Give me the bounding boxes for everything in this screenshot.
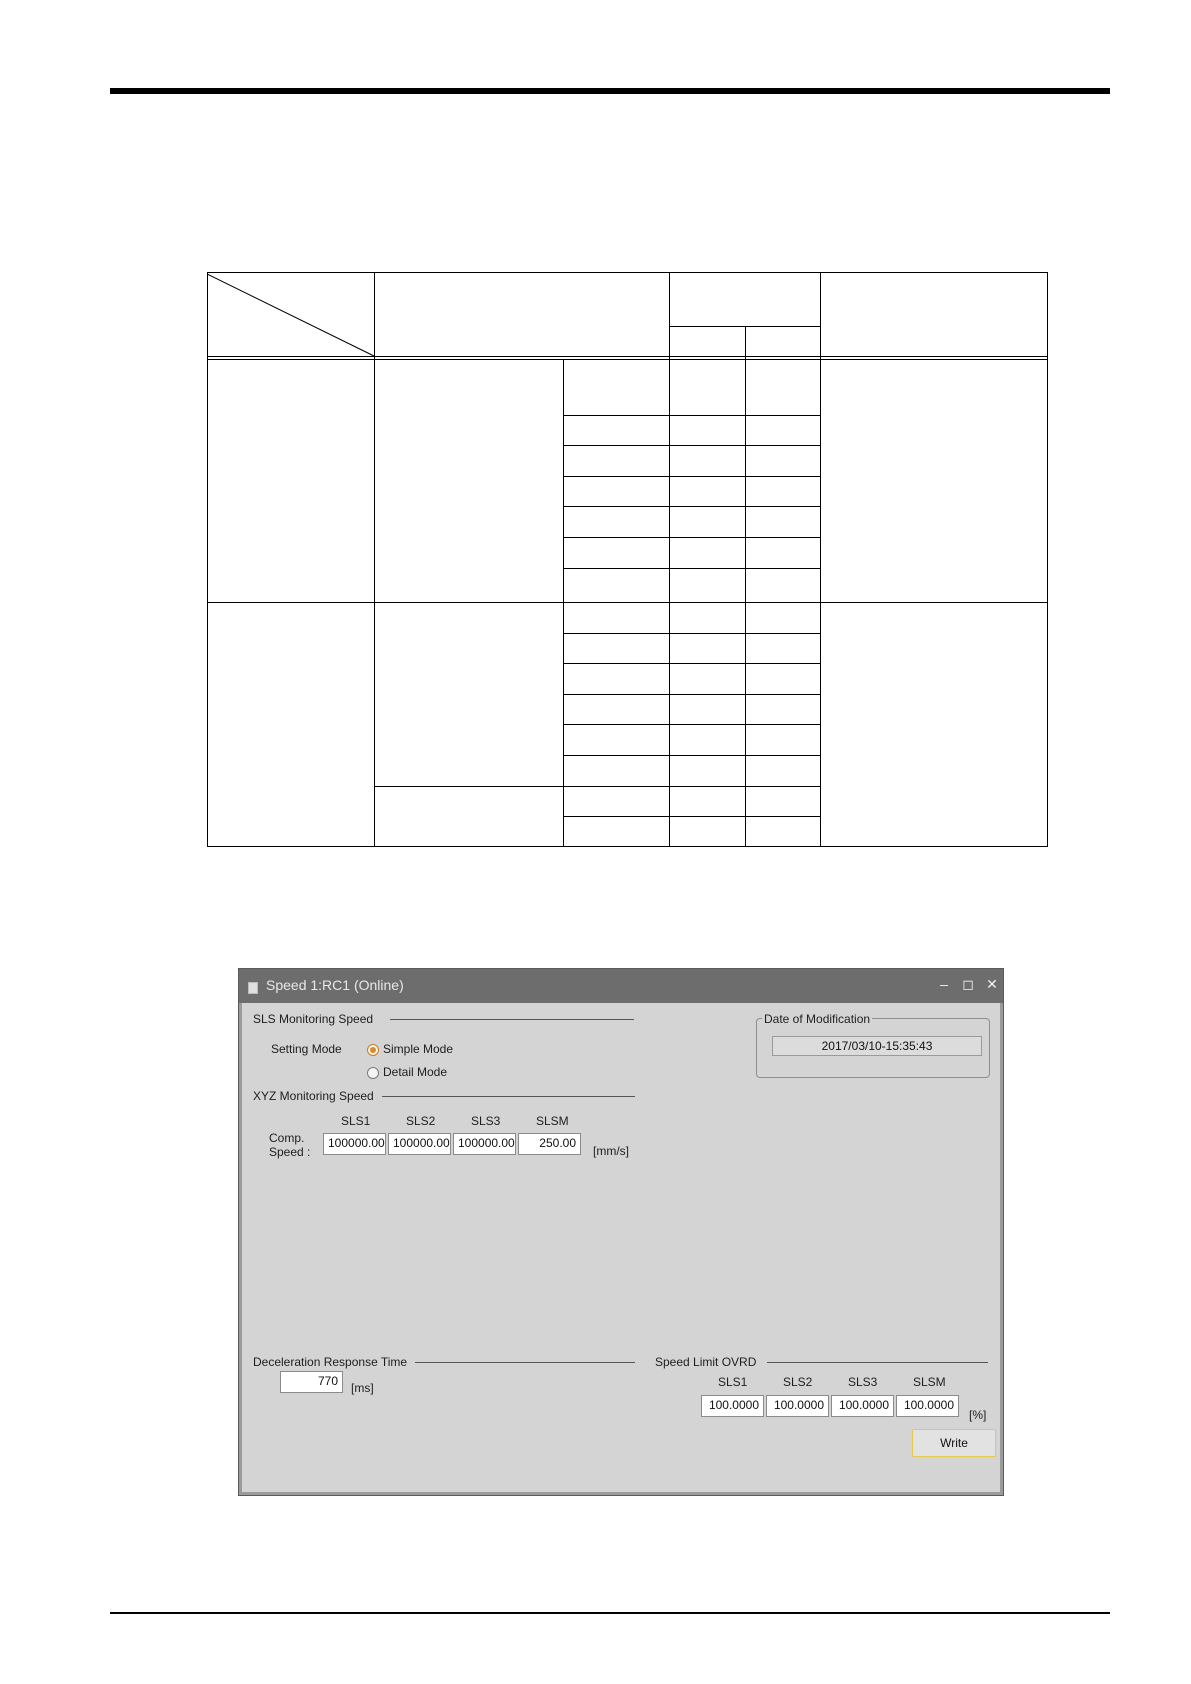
ovrd-col-header: SLS3 [848,1375,878,1389]
table-col-line [669,272,670,847]
ovrd-section-title: Speed Limit OVRD [655,1355,757,1369]
write-button[interactable]: Write [912,1429,996,1457]
xyz-sls1-field[interactable]: 100000.00 [323,1133,386,1155]
table-col-line [745,326,746,847]
decel-unit-label: [ms] [351,1381,374,1395]
xyz-sls3-field[interactable]: 100000.00 [453,1133,516,1155]
detail-mode-label[interactable]: Detail Mode [383,1065,448,1079]
section-divider [390,1019,634,1020]
xyz-col-header: SLS1 [341,1114,371,1128]
ovrd-col-header: SLS2 [783,1375,813,1389]
setting-mode-label: Setting Mode [271,1042,342,1056]
section-divider [767,1362,988,1363]
window-content [243,1004,999,1491]
table-row-line [563,663,820,664]
table-row-line [563,537,820,538]
table-row-line [563,506,820,507]
xyz-section-title: XYZ Monitoring Speed [253,1089,374,1103]
table-row-line [563,445,820,446]
table-row-line [374,786,820,787]
table-border [207,846,1048,847]
table-col-line [374,272,375,847]
xyz-col-header: SLS3 [471,1114,501,1128]
footer-rule [110,1612,1110,1614]
table-header-rule [207,359,1048,360]
specification-table [207,272,1048,847]
minimize-icon[interactable]: – [940,976,948,992]
comp-speed-label: Speed : [269,1145,311,1159]
maximize-icon[interactable]: ◻ [962,976,974,992]
speed-settings-window [238,968,1004,1496]
xyz-col-header: SLSM [536,1114,569,1128]
window-title: Speed 1:RC1 (Online) [266,977,404,993]
modification-date-field: 2017/03/10-15:35:43 [772,1036,982,1056]
detail-mode-radio[interactable] [367,1067,379,1079]
simple-mode-label[interactable]: Simple Mode [383,1042,454,1056]
ovrd-col-header: SLS1 [718,1375,748,1389]
comp-speed-label: Comp. [269,1131,305,1145]
section-divider [415,1362,635,1363]
table-row-line [669,326,820,327]
modification-title: Date of Modification [764,1012,871,1026]
ovrd-sls2-field[interactable]: 100.0000 [766,1395,829,1417]
table-col-line [820,272,821,847]
close-icon[interactable]: ✕ [986,976,998,992]
table-row-line [563,816,820,817]
ovrd-sls3-field[interactable]: 100.0000 [831,1395,894,1417]
table-row-line [563,724,820,725]
table-col-line [563,360,564,847]
sls-section-title: SLS Monitoring Speed [253,1012,374,1026]
table-group-line [207,602,1048,603]
ovrd-slsm-field[interactable]: 100.0000 [896,1395,959,1417]
table-row-line [563,694,820,695]
decel-section-title: Deceleration Response Time [253,1355,408,1369]
xyz-sls2-field[interactable]: 100000.00 [388,1133,451,1155]
ovrd-unit-label: [%] [969,1408,987,1422]
app-icon [248,982,258,994]
table-row-line [563,476,820,477]
ovrd-sls1-field[interactable]: 100.0000 [701,1395,764,1417]
simple-mode-radio[interactable] [367,1044,379,1056]
window-titlebar[interactable] [239,969,1003,1003]
corner-diagonal [207,272,375,358]
table-row-line [563,633,820,634]
header-rule [110,88,1110,94]
table-row-line [563,755,820,756]
xyz-slsm-field[interactable]: 250.00 [518,1133,581,1155]
xyz-col-header: SLS2 [406,1114,436,1128]
table-row-line [563,415,820,416]
section-divider [382,1096,635,1097]
table-row-line [563,568,820,569]
decel-time-field[interactable]: 770 [280,1371,343,1393]
xyz-unit-label: [mm/s] [593,1144,629,1158]
ovrd-col-header: SLSM [913,1375,946,1389]
